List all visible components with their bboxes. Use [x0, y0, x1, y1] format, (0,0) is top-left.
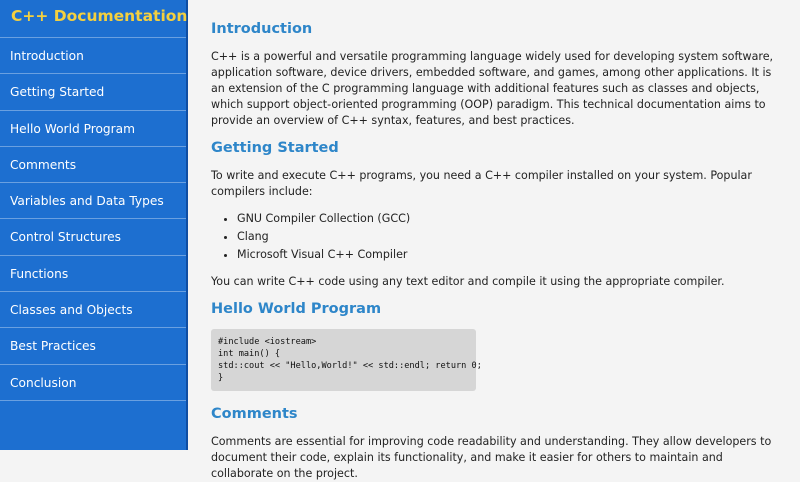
- section-getting-started: [211, 139, 780, 290]
- list-item: • GNU Compiler Collection (GCC): [237, 210, 780, 228]
- sidebar-item-getting-started[interactable]: Getting Started: [0, 74, 186, 110]
- section-heading-hello-world-program: Hello World Program: [211, 301, 382, 317]
- section-heading-introduction: Introduction: [211, 21, 313, 37]
- getting-started-note: You can write C++ code using any text editor and compile it using the appropriate compiler.: [211, 275, 725, 288]
- sidebar-item-conclusion[interactable]: Conclusion: [0, 365, 186, 401]
- sidebar-item-variables-and-data-types[interactable]: Variables and Data Types: [0, 183, 186, 219]
- code-block: [211, 329, 482, 391]
- getting-started-paragraph: To write and execute C++ programs, you need a C++ compiler installed on your system. Popular compilers include:: [211, 169, 752, 198]
- sidebar-item-comments[interactable]: Comments: [0, 147, 186, 183]
- section-comments: [211, 405, 780, 482]
- introduction-paragraph: C++ is a powerful and versatile programming language widely used for developing system software, application software, device drivers, embedded software, and games, among other applications. It is an extension of the C programming language with additional features such as classes and objects, which support object-oriented programming (OOP) paradigm. This technical documentation aims to provide an overview of C++ syntax, features, and best practices.: [211, 50, 774, 127]
- code-line: #include <iostream>: [218, 337, 317, 347]
- sidebar-item-classes-and-objects[interactable]: Classes and Objects: [0, 292, 186, 328]
- sidebar-item-hello-world-program[interactable]: Hello World Program: [0, 111, 186, 147]
- section-heading-getting-started: Getting Started: [211, 140, 339, 156]
- code-line: }: [218, 373, 224, 383]
- list-item: • Clang: [237, 228, 780, 246]
- sidebar-item-best-practices[interactable]: Best Practices: [0, 328, 186, 364]
- sidebar-item-control-structures[interactable]: Control Structures: [0, 219, 186, 255]
- sidebar-nav: [0, 0, 188, 450]
- code-line: int main() {: [218, 349, 281, 359]
- section-hello-world-program: [211, 300, 780, 391]
- sidebar-brand-title[interactable]: C++ Documentation: [0, 0, 186, 38]
- code-line: std::cout << "Hello,World!" << std::endl; return 0;: [218, 361, 482, 371]
- main-content: [190, 0, 800, 480]
- compiler-list: [211, 210, 780, 264]
- sidebar-item-introduction[interactable]: Introduction: [0, 38, 186, 74]
- comments-paragraph: Comments are essential for improving code readability and understanding. They allow developers to document their code, explain its functionality, and make it easier for others to maintain and collaborate on the project.: [211, 435, 772, 480]
- section-heading-comments: Comments: [211, 406, 298, 422]
- sidebar-item-functions[interactable]: Functions: [0, 256, 186, 292]
- list-item: • Microsoft Visual C++ Compiler: [237, 246, 780, 264]
- section-introduction: [211, 20, 780, 129]
